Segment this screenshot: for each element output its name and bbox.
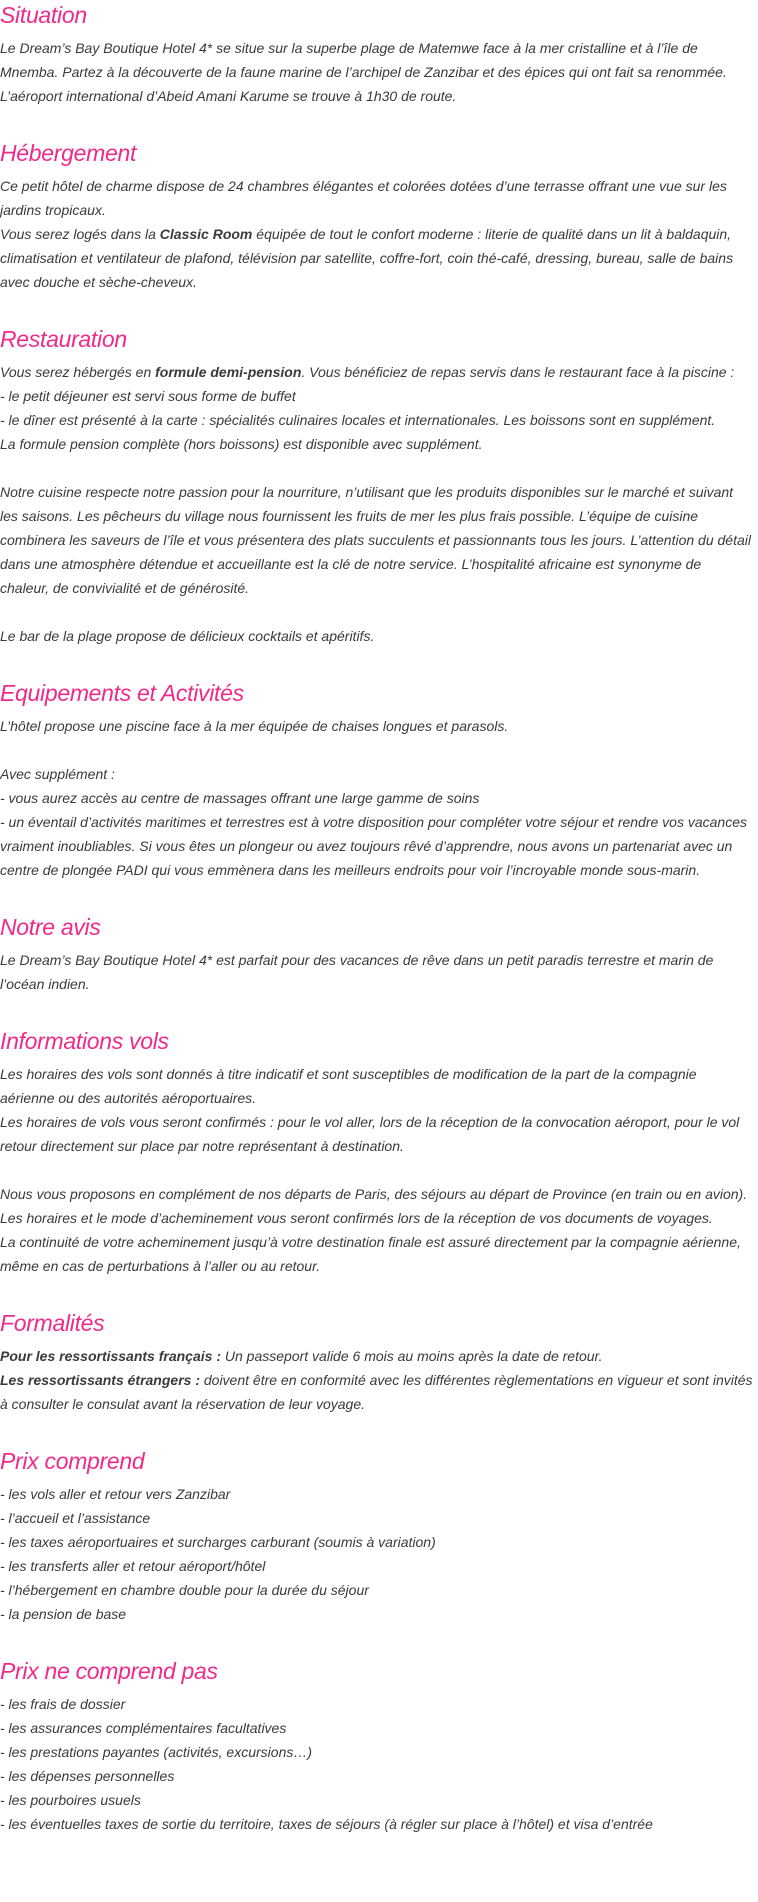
list-item: - les pourboires usuels: [0, 1792, 141, 1808]
restauration-formula-after: . Vous bénéficiez de repas servis dans le restaurant face à la piscine :: [301, 364, 735, 380]
restauration-formula-before: Vous serez hébergés en: [0, 364, 156, 380]
vols-continuity: La continuité de votre acheminement jusqu’à votre destination finale est assuré directement par la compagnie aérienne, même en cas de perturbations à l’aller ou au retour.: [0, 1234, 741, 1274]
formalites-foreign-text: doivent être en conformité avec les différentes règlementations en vigueur et sont invités à consulter le consulat avant la réservation de leur voyage.: [0, 1372, 753, 1412]
restauration-formula: [0, 360, 754, 384]
section-restauration: [0, 324, 754, 648]
list-item: - les prestations payantes (activités, excursions…): [0, 1744, 313, 1760]
section-title-situation: Situation: [0, 2, 87, 28]
vols-confirmation: Les horaires de vols vous seront confirmés : pour le vol aller, lors de la réception de la convocation aéroport, pour le vol retour directement sur place par notre représentant à destination.: [0, 1114, 740, 1154]
restauration-full-board: La formule pension complète (hors boissons) est disponible avec supplément.: [0, 436, 483, 452]
situation-text: Le Dream’s Bay Boutique Hotel 4* se situe sur la superbe plage de Matemwe face à la mer cristalline et à l’île de Mnemba. Partez à la découverte de la faune marine de l’archipel de Zanzibar et des épices qui ont fait sa renommée. L’aéroport international d’Abeid Amani Karume se trouve à 1h30 de route.: [0, 40, 727, 104]
spacer: [0, 738, 754, 762]
list-item: - l’hébergement en chambre double pour la durée du séjour: [0, 1582, 369, 1598]
avis-text: Le Dream’s Bay Boutique Hotel 4* est parfait pour des vacances de rêve dans un petit paradis terrestre et marin de l’océan indien.: [0, 952, 714, 992]
list-item: - les vols aller et retour vers Zanzibar: [0, 1486, 231, 1502]
vols-routing: Les horaires et le mode d’acheminement vous seront confirmés lors de la réception de vos documents de voyages.: [0, 1210, 713, 1226]
equipements-supplement: Avec supplément :: [0, 766, 115, 782]
section-avis: [0, 912, 754, 996]
hebergement-room: [0, 222, 754, 294]
spacer: [0, 600, 754, 624]
formalites-french-text: Un passeport valide 6 mois au moins après la date de retour.: [221, 1348, 603, 1364]
hebergement-room-after: équipée de tout le confort moderne : literie de qualité dans un lit à baldaquin, climatisation et ventilateur de plafond, télévision par satellite, coffre-fort, coin thé-café, dressing, bureau, salle de bains avec douche et sèche-cheveux.: [0, 226, 734, 290]
list-item: - les assurances complémentaires facultatives: [0, 1720, 287, 1736]
restauration-formula-name: formule demi-pension: [155, 364, 302, 380]
section-title-formalites: Formalités: [0, 1310, 105, 1336]
list-item: - vous aurez accès au centre de massages offrant une large gamme de soins: [0, 790, 480, 806]
vols-province: Nous vous proposons en complément de nos départs de Paris, des séjours au départ de Province (en train ou en avion).: [0, 1186, 748, 1202]
section-prix-ne-comprend: [0, 1656, 754, 1836]
list-item: - les taxes aéroportuaires et surcharges carburant (soumis à variation): [0, 1534, 436, 1550]
section-formalites: [0, 1308, 754, 1416]
hebergement-room-type: Classic Room: [159, 226, 253, 242]
hebergement-intro: Ce petit hôtel de charme dispose de 24 chambres élégantes et colorées dotées d’une terrasse offrant une vue sur les jardins tropicaux.: [0, 178, 727, 218]
formalites-french: [0, 1344, 754, 1368]
section-equipements: [0, 678, 754, 882]
restauration-cuisine: Notre cuisine respecte notre passion pour la nourriture, n’utilisant que les produits disponibles sur le marché et suivant les saisons. Les pêcheurs du village nous fournissent les fruits de mer les plus frais possible. L’équipe de cuisine combinera les saveurs de l’île et vous présentera des plats succulents et passionnants tous les jours. L’attention du détail dans une atmosphère détendue et accueillante est la clé de notre service. L’hospitalité africaine est synonyme de chaleur, de convivialité et de générosité.: [0, 484, 751, 596]
section-hebergement: [0, 138, 754, 294]
list-item: - la pension de base: [0, 1606, 127, 1622]
list-item: - le petit déjeuner est servi sous forme de buffet: [0, 388, 296, 404]
section-title-hebergement: Hébergement: [0, 140, 137, 166]
restauration-bar: Le bar de la plage propose de délicieux cocktails et apéritifs.: [0, 628, 375, 644]
formalites-foreign: [0, 1368, 754, 1416]
list-item: - les éventuelles taxes de sortie du territoire, taxes de séjours (à régler sur place à l’hôtel) et visa d’entrée: [0, 1816, 653, 1832]
section-vols: [0, 1026, 754, 1278]
section-situation: [0, 0, 754, 108]
list-item: - les transferts aller et retour aéroport/hôtel: [0, 1558, 266, 1574]
formalites-french-label: Pour les ressortissants français :: [0, 1348, 221, 1364]
formalites-foreign-label: Les ressortissants étrangers :: [0, 1372, 200, 1388]
list-item: - le dîner est présenté à la carte : spécialités culinaires locales et internationales. Les boissons sont en supplément.: [0, 412, 716, 428]
list-item: - l’accueil et l’assistance: [0, 1510, 151, 1526]
spacer: [0, 456, 754, 480]
spacer: [0, 1158, 754, 1182]
section-title-avis: Notre avis: [0, 914, 101, 940]
section-title-restauration: Restauration: [0, 326, 127, 352]
section-prix-comprend: [0, 1446, 754, 1626]
hebergement-room-before: Vous serez logés dans la: [0, 226, 160, 242]
section-title-prix-comprend: Prix comprend: [0, 1448, 145, 1474]
section-title-equipements: Equipements et Activités: [0, 680, 244, 706]
list-item: - les frais de dossier: [0, 1696, 126, 1712]
equipements-pool: L’hôtel propose une piscine face à la mer équipée de chaises longues et parasols.: [0, 718, 509, 734]
list-item: - un éventail d’activités maritimes et terrestres est à votre disposition pour compléter votre séjour et rendre vos vacances vraiment inoubliables. Si vous êtes un plongeur ou avez toujours rêvé d’apprendre, nous avons un partenariat avec un centre de plongée PADI qui vous emmènera dans les meilleurs endroits pour voir l’incroyable monde sous-marin.: [0, 814, 747, 878]
section-title-vols: Informations vols: [0, 1028, 169, 1054]
list-item: - les dépenses personnelles: [0, 1768, 175, 1784]
section-title-prix-ne-comprend: Prix ne comprend pas: [0, 1658, 218, 1684]
vols-schedule: Les horaires des vols sont donnés à titre indicatif et sont susceptibles de modification de la part de la compagnie aérienne ou des autorités aéroportuaires.: [0, 1066, 697, 1106]
